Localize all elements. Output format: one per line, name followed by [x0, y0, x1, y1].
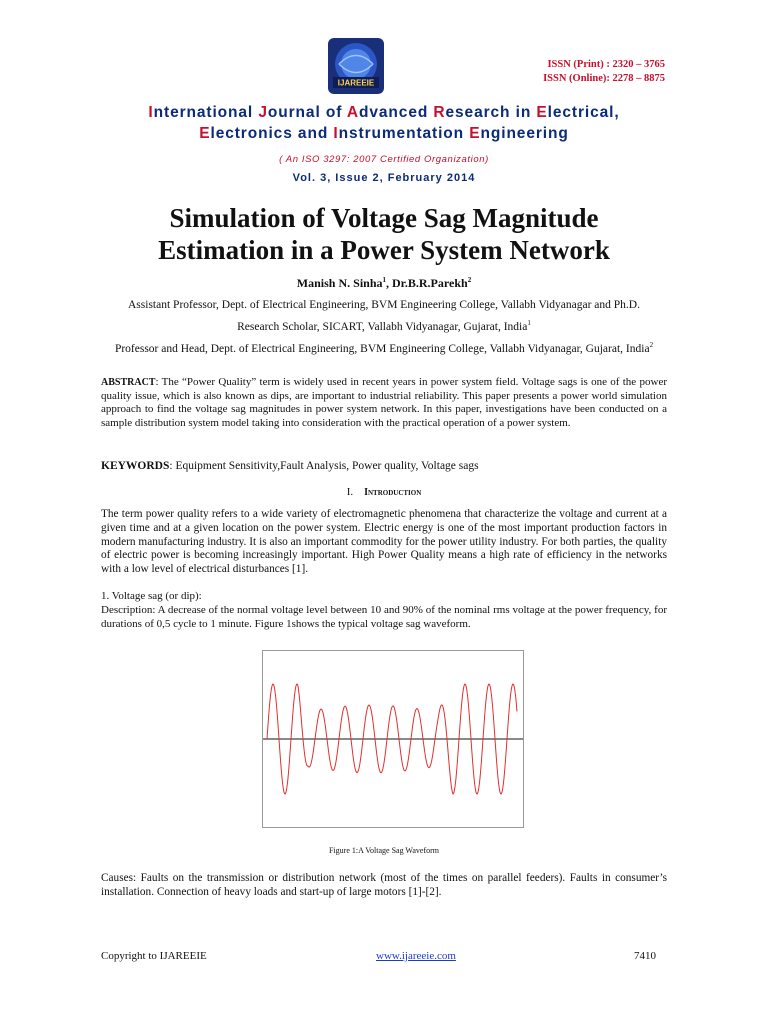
affiliation-1-sup: 1	[527, 319, 531, 328]
journal-line1-segment: dvanced	[359, 104, 434, 121]
author-separator: ,	[386, 276, 392, 290]
section-title: Introduction	[364, 487, 422, 498]
journal-line1-segment: nternational	[153, 104, 259, 121]
authors	[0, 276, 768, 291]
journal-line1-segment: A	[346, 104, 360, 121]
abstract-text: : The “Power Quality” term is widely used in recent years in power system field. Voltage sags is one of the power quality issue, which is also known as dips, are important to industrial reliability. This paper presents a power world simulation approach to find the voltage sag magnitudes in power system network. In this paper, investigations have been conducted on a sample distribution system model taking into consideration with the practical operation of a power system.	[101, 376, 667, 430]
journal-title-line1	[0, 104, 768, 122]
keywords-text: : Equipment Sensitivity,Fault Analysis, Power quality, Voltage sags	[169, 460, 479, 472]
causes-paragraph: Causes: Faults on the transmission or distribution network (most of the times on parallel feeders). Faults in consumer’s installation. Connection of heavy loads and start-up of large motors [1]-[2].	[101, 872, 667, 898]
author-1: Manish N. Sinha	[296, 276, 383, 290]
footer-url-link[interactable]: www.ijareeie.com	[376, 950, 456, 962]
issn-block	[465, 58, 665, 86]
journal-logo	[327, 37, 385, 95]
journal-line1-segment: R	[433, 104, 446, 121]
footer-page-number: 7410	[634, 950, 656, 962]
iso-certification: ( An ISO 3297: 2007 Certified Organization)	[279, 154, 489, 165]
voltage-sag-waveform	[263, 651, 523, 827]
paper-title	[0, 202, 768, 266]
footer-url[interactable]	[376, 950, 456, 962]
affiliation-2-text: Professor and Head, Dept. of Electrical Engineering, BVM Engineering College, Vallabh Vidyanagar, Gujarat, India	[114, 343, 650, 355]
journal-line2-segment: nstrumentation	[338, 125, 470, 142]
volume-issue: Vol. 3, Issue 2, February 2014	[292, 172, 476, 184]
author-2-sup: 2	[467, 276, 472, 284]
journal-line2-segment: E	[199, 125, 211, 142]
journal-line2-segment: I	[333, 125, 339, 142]
voltage-sag-description: Description: A decrease of the normal voltage level between 10 and 90% of the nominal rms voltage at the power frequency, for durations of 0,5 cycle to 1 minute. Figure 1shows the typical voltage sag waveform.	[101, 604, 667, 630]
affiliation-1-line2	[60, 320, 708, 334]
abstract	[101, 376, 667, 431]
journal-title-line2	[0, 125, 768, 143]
keywords	[101, 460, 667, 474]
figure-1	[262, 650, 524, 828]
figure-caption: Figure 1:A Voltage Sag Waveform	[328, 846, 439, 855]
author-2: Dr.B.R.Parekh	[392, 276, 468, 290]
paper-title-line1: Simulation of Voltage Sag Magnitude	[169, 203, 599, 233]
affiliation-1-line1: Assistant Professor, Dept. of Electrical Engineering, BVM Engineering College, Vallabh Vidyanagar and Ph.D.	[128, 299, 640, 311]
journal-line1-segment: lectrical,	[547, 104, 620, 121]
issn-print: ISSN (Print) : 2320 – 3765	[547, 59, 665, 70]
journal-line2-segment: E	[469, 125, 481, 142]
journal-line1-segment: esearch in	[445, 104, 537, 121]
journal-line2-segment: ngineering	[480, 125, 569, 142]
footer-copyright: Copyright to IJAREEIE	[101, 950, 207, 962]
keywords-label: KEYWORDS	[101, 460, 170, 472]
logo-text: IJAREEIE	[337, 78, 375, 88]
journal-line1-segment: ournal of	[267, 104, 347, 121]
section-heading-introduction	[0, 486, 768, 498]
journal-line2-segment: lectronics and	[210, 125, 334, 142]
journal-line1-segment: J	[258, 104, 268, 121]
intro-paragraph: The term power quality refers to a wide variety of electromagnetic phenomena that characterize the voltage and current at a given time and at a given location on the power system. Electric energy is one of the most important production factors in modern manufacturing industry. It is also an important commodity for the power utility industry. For both parties, the quality of electric power is becoming increasingly important. High Power Quality means a high rate of efficiency in the networks with a low level of electrical disturbances [1].	[101, 508, 667, 576]
abstract-label: ABSTRACT	[101, 377, 156, 388]
affiliation-1-text: Research Scholar, SICART, Vallabh Vidyanagar, Gujarat, India	[237, 321, 528, 333]
paper-title-line2: Estimation in a Power System Network	[158, 235, 610, 265]
affiliation-2	[60, 342, 708, 356]
journal-line1-segment: E	[536, 104, 548, 121]
section-number: I.	[346, 486, 354, 498]
journal-line1-segment: I	[148, 104, 154, 121]
issn-online: ISSN (Online): 2278 – 8875	[543, 73, 665, 84]
author-1-sup: 1	[382, 276, 386, 284]
voltage-sag-heading: 1. Voltage sag (or dip):	[101, 590, 202, 602]
affiliation-2-sup: 2	[649, 341, 654, 350]
